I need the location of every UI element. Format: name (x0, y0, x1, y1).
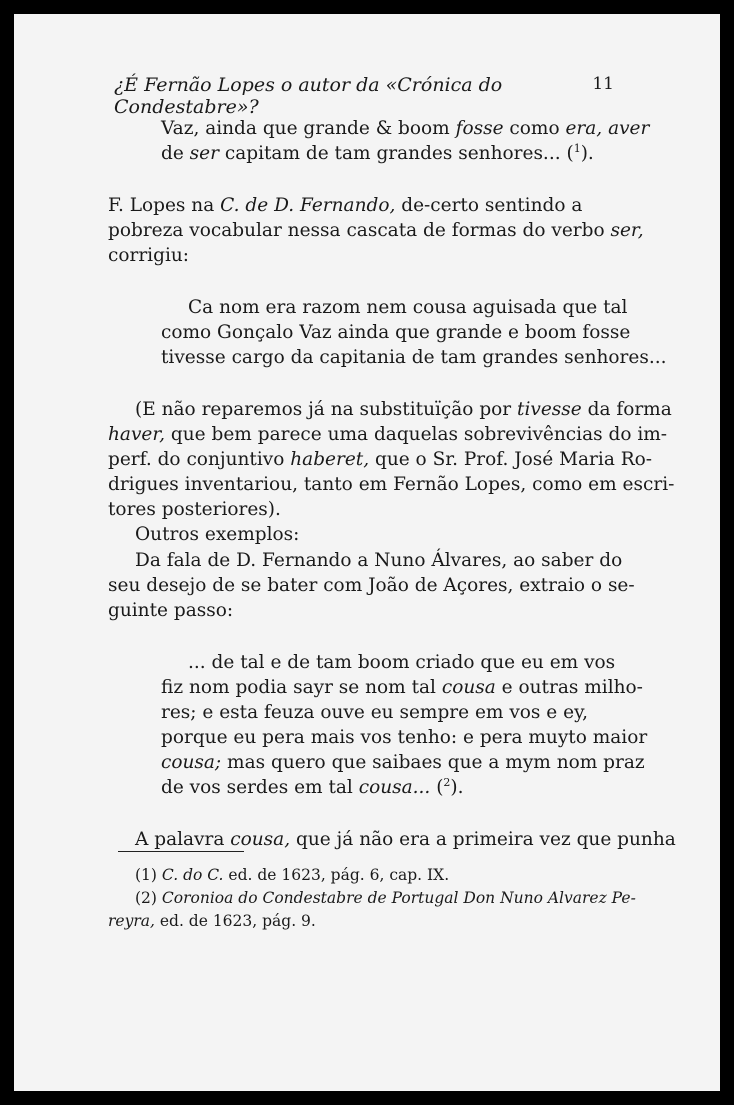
quote1-line1 (161, 117, 649, 141)
text: A palavra (135, 829, 231, 850)
quote3-line6 (161, 776, 464, 800)
quote2-line1: Ca nom era razom nem cousa aguisada que tal (188, 297, 628, 318)
footnote-2-line2 (108, 910, 316, 932)
para2-line4: drigues inventariou, tanto em Fernão Lopes, como em escri- (108, 474, 675, 495)
text: que o Sr. Prof. José Maria Ro- (369, 449, 653, 470)
text-italic: fosse (455, 118, 504, 139)
text-italic: cousa (441, 677, 496, 698)
footnote-ref-1[interactable]: 1 (573, 141, 581, 155)
para4-line3: guinte passo: (108, 600, 234, 621)
text: F. Lopes na (108, 195, 221, 216)
text-italic: cousa; (161, 752, 222, 773)
text-italic: reyra, (108, 912, 155, 930)
text-italic: haberet, (290, 449, 370, 470)
text: que bem parece uma daquelas sobrevivências do im- (165, 424, 668, 445)
text: de (161, 143, 190, 164)
text: ( (430, 777, 444, 798)
text-italic: haver, (108, 424, 166, 445)
para3-line1: Outros exemplos: (135, 524, 300, 545)
para5-line1 (135, 828, 676, 852)
text: e outras milho- (495, 677, 643, 698)
text: que já não era a primeira vez que punha (290, 829, 676, 850)
text: de vos serdes em tal (161, 777, 359, 798)
page-number: 11 (592, 74, 614, 94)
text-italic: Coronioa do Condestabre de Portugal Don Nuno Alvarez Pe- (161, 889, 636, 907)
para4-line2: seu desejo de se bater com João de Açores, extraio o se- (108, 575, 635, 596)
footnote-ref-2[interactable]: 2 (443, 775, 451, 789)
text: mas quero que saibaes que a mym nom praz (221, 752, 645, 773)
footnote-1 (135, 864, 449, 886)
footnote-2-line1 (135, 887, 636, 909)
text-italic: tivesse (517, 399, 582, 420)
text: ). (580, 143, 594, 164)
quote1-line2 (161, 142, 594, 166)
text: Vaz, ainda que grande & boom (161, 118, 456, 139)
text-italic: aver (608, 118, 650, 139)
text: ed. de 1623, pág. 6, cap. IX. (223, 866, 450, 884)
quote2-line3: tivesse cargo da capitania de tam grandes senhores... (161, 347, 667, 368)
footnote-mark: (2) (135, 889, 157, 907)
text-italic: cousa... (358, 777, 431, 798)
text-italic: ser, (610, 220, 644, 241)
text-italic: C. de D. Fernando, (220, 195, 396, 216)
para4-line1: Da fala de D. Fernando a Nuno Álvares, ao saber do (135, 550, 623, 571)
quote3-line2 (161, 676, 643, 700)
para1-line1 (108, 194, 582, 218)
text: pobreza vocabular nessa cascata de formas do verbo (108, 220, 611, 241)
para1-line2 (108, 219, 644, 243)
quote2-line2: como Gonçalo Vaz ainda que grande e boom fosse (161, 322, 631, 343)
text: ). (450, 777, 464, 798)
text-italic: ser (189, 143, 219, 164)
text: fiz nom podia sayr se nom tal (161, 677, 442, 698)
text: da forma (581, 399, 672, 420)
page (14, 14, 720, 1091)
text: capitam de tam grandes senhores... ( (218, 143, 574, 164)
text-italic: era, (565, 118, 603, 139)
text-italic: C. do C. (161, 866, 224, 884)
para2-line2 (108, 423, 668, 447)
running-header (114, 74, 614, 118)
para2-line1 (135, 398, 672, 422)
text: de-certo sentindo a (395, 195, 583, 216)
para2-line5: tores posteriores). (108, 499, 281, 520)
text: perf. do conjuntivo (108, 449, 291, 470)
quote3-line5 (161, 751, 645, 775)
footnote-mark: (1) (135, 866, 157, 884)
running-title: ¿É Fernão Lopes o autor da «Crónica do Condestabre»? (114, 74, 503, 118)
quote3-line1: ... de tal e de tam boom criado que eu em vos (188, 652, 616, 673)
text: como (503, 118, 566, 139)
text-italic: cousa, (230, 829, 291, 850)
para2-line3 (108, 448, 653, 472)
footnote-rule (118, 851, 244, 852)
quote3-line3: res; e esta feuza ouve eu sempre em vos e ey, (161, 702, 588, 723)
para1-line3: corrigiu: (108, 245, 190, 266)
text: (E não reparemos já na substituïção por (135, 399, 518, 420)
quote3-line4: porque eu pera mais vos tenho: e pera muyto maior (161, 727, 648, 748)
text: ed. de 1623, pág. 9. (154, 912, 316, 930)
